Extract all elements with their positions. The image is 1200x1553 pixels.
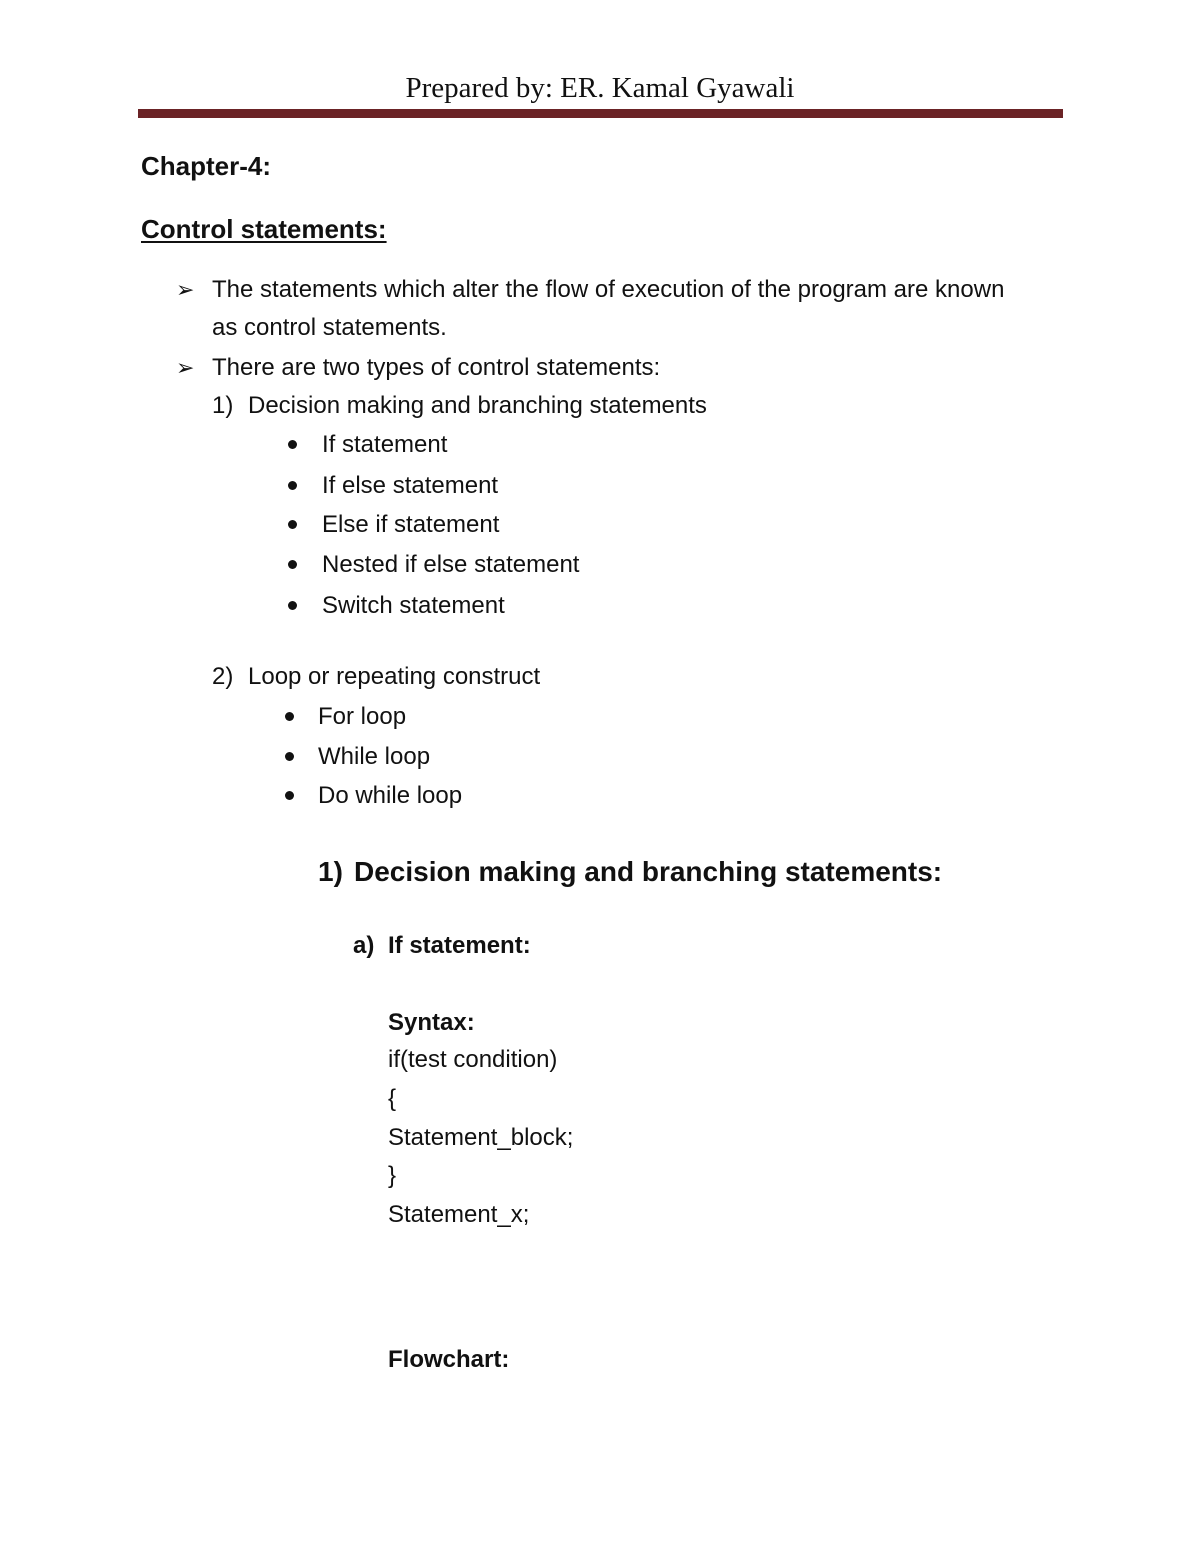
bullet-dot-icon xyxy=(288,440,297,449)
bullet-dot-icon xyxy=(288,601,297,610)
bullet-dot-icon xyxy=(288,520,297,529)
section-1-heading: Decision making and branching statements: xyxy=(354,856,943,887)
type-2-number: 2) xyxy=(212,663,234,690)
bullet-dot-icon xyxy=(285,791,294,800)
list-item: Nested if else statement xyxy=(322,551,580,578)
list-item: Do while loop xyxy=(318,782,463,809)
section-1-number: 1) xyxy=(318,856,343,887)
intro-bullet-1-line-1: The statements which alter the flow of execution of the program are known xyxy=(212,276,1005,303)
page-header: Prepared by: ER. Kamal Gyawali xyxy=(405,72,795,104)
bullet-dot-icon xyxy=(288,481,297,490)
list-item: Switch statement xyxy=(322,592,505,619)
header-divider xyxy=(138,109,1063,118)
list-item: While loop xyxy=(318,743,431,770)
type-1-number: 1) xyxy=(212,392,234,419)
code-line: Statement_block; xyxy=(388,1124,574,1151)
section-title: Control statements: xyxy=(141,214,387,244)
list-item: If else statement xyxy=(322,472,499,499)
type-2-label: Loop or repeating construct xyxy=(248,663,541,690)
code-line: { xyxy=(388,1085,397,1112)
syntax-label: Syntax: xyxy=(388,1009,475,1036)
bullet-dot-icon xyxy=(285,712,294,721)
code-line: if(test condition) xyxy=(388,1046,558,1073)
code-line: Statement_x; xyxy=(388,1201,530,1228)
chapter-heading: Chapter-4: xyxy=(141,151,272,181)
bullet-dot-icon xyxy=(285,752,294,761)
sub-a-letter: a) xyxy=(353,932,375,959)
list-item: For loop xyxy=(318,703,407,730)
sub-a-heading: If statement: xyxy=(388,932,531,959)
bullet-dot-icon xyxy=(288,560,297,569)
arrow-bullet-icon: ➢ xyxy=(176,355,195,380)
intro-bullet-1-line-2: as control statements. xyxy=(212,314,447,341)
code-line: } xyxy=(388,1162,397,1189)
type-1-label: Decision making and branching statements xyxy=(248,392,707,419)
intro-bullet-2: There are two types of control statements: xyxy=(212,354,661,381)
arrow-bullet-icon: ➢ xyxy=(176,277,195,302)
list-item: If statement xyxy=(322,431,448,458)
flowchart-label: Flowchart: xyxy=(388,1346,510,1373)
list-item: Else if statement xyxy=(322,511,500,538)
